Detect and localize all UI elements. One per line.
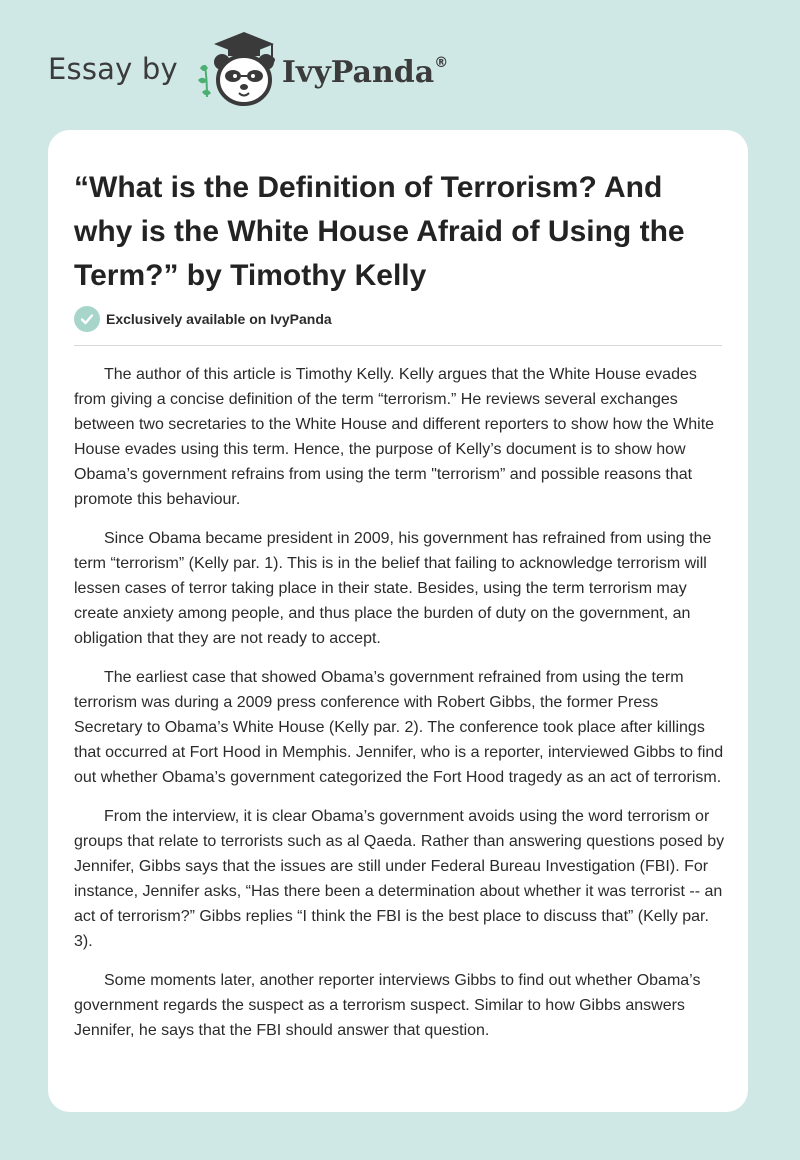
essay-card bbox=[48, 130, 748, 1112]
essay-by-label: Essay by bbox=[48, 52, 178, 86]
divider bbox=[74, 345, 722, 346]
check-icon bbox=[74, 306, 100, 332]
essay-body bbox=[74, 362, 729, 1057]
paragraph: Since Obama became president in 2009, his government has refrained from using the term “terrorism” (Kelly par. 1). This is in the belief that failing to acknowledge terrorism will lessen cases of terror taking place in their state. Besides, using the term terrorism may create anxiety among people, and thus place the burden of duty on the government, an obligation that they are not ready to accept. bbox=[74, 530, 712, 647]
paragraph: Some moments later, another reporter interviews Gibbs to find out whether Obama’s government regards the suspect as a terrorism suspect. Similar to how Gibbs answers Jennifer, he says that the FBI should answer that question. bbox=[74, 972, 701, 1039]
paragraph: From the interview, it is clear Obama’s government avoids using the word terrorism or groups that relate to terrorists such as al Qaeda. Rather than answering questions posed by Jennifer, Gibbs says that the issues are still under Federal Bureau Investigation (FBI). For instance, Jennifer asks, “Has there been a determination about whether it was terrorist -- an act of terrorism?” Gibbs replies “I think the FBI is the best place to discuss that” (Kelly par. 3). bbox=[74, 808, 725, 950]
ivypanda-logo-icon[interactable] bbox=[188, 30, 280, 110]
brand-name: IvyPanda bbox=[281, 54, 435, 90]
paragraph: The earliest case that showed Obama’s government refrained from using the term terrorism was during a 2009 press conference with Robert Gibbs, the former Press Secretary to Obama’s White House (Kelly par. 2). The conference took place after killings that occurred at Fort Hood in Memphis. Jennifer, who is a reporter, interviewed Gibbs to find out whether Obama’s government categorized the Fort Hood tragedy as an act of terrorism. bbox=[74, 669, 724, 786]
site-header bbox=[48, 30, 448, 110]
paragraph: The author of this article is Timothy Kelly. Kelly argues that the White House evades from giving a concise definition of the term “terrorism.” He reviews several exchanges between two secretaries to the White House and different reporters to show how the White House evades using this term. Hence, the purpose of Kelly’s document is to show how Obama’s government refrains from using the term "terrorism” and possible reasons that promote this behaviour. bbox=[74, 366, 715, 508]
ivypanda-brand[interactable] bbox=[282, 55, 448, 90]
registered-mark: ® bbox=[434, 54, 449, 71]
exclusive-badge bbox=[74, 306, 332, 332]
essay-title: “What is the Definition of Terrorism? And why is the White House Afraid of Using the Term?” by Timothy Kelly bbox=[74, 171, 685, 292]
exclusive-label: Exclusively available on IvyPanda bbox=[106, 311, 332, 327]
